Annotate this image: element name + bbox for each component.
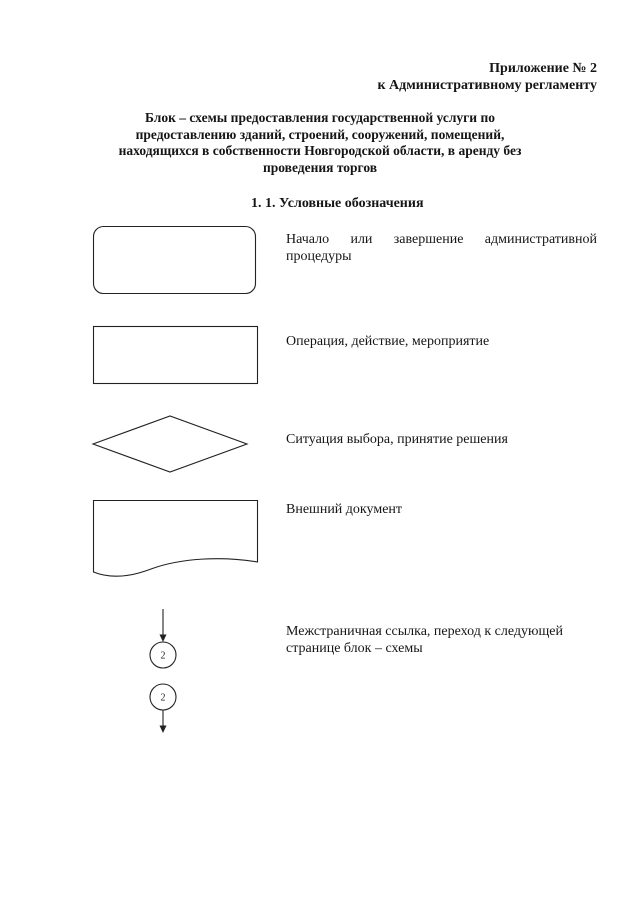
description-line: странице блок – схемы (286, 641, 423, 656)
appendix-number: Приложение № 2 (489, 61, 597, 76)
legend-description-start-end (286, 231, 597, 265)
document-title (0, 110, 640, 177)
legend-description-decision (286, 431, 597, 448)
description-line: процедуры (286, 249, 352, 264)
description-line: Начало или завершение административной (286, 232, 597, 247)
section-heading: 1. 1. Условные обозначения (251, 196, 424, 211)
description-line: Ситуация выбора, принятие решения (286, 432, 508, 447)
connector-label-out: 2 (160, 650, 166, 662)
title-line: Блок – схемы предоставления государственной услуги по (145, 110, 495, 125)
arrow-down-icon (160, 726, 167, 734)
start-end-symbol (94, 227, 256, 294)
connector-label-in: 2 (160, 692, 166, 704)
title-line: предоставлению зданий, строений, сооружений, помещений, (135, 126, 505, 142)
title-line: проведения торгов (262, 160, 378, 176)
description-line: Внешний документ (286, 502, 403, 517)
appendix-header (377, 60, 597, 94)
legend-description-connector (286, 623, 597, 657)
legend-description-document (286, 501, 597, 518)
title-line: находящихся в собственности Новгородской области, в аренду без (118, 143, 522, 159)
page-connector-out (150, 609, 176, 668)
document-symbol (94, 501, 258, 577)
appendix-reference: к Административному регламенту (377, 78, 597, 93)
legend-description-operation (286, 333, 597, 350)
page-connector-in (150, 684, 176, 733)
arrow-down-icon (160, 635, 167, 643)
decision-symbol (93, 416, 247, 472)
description-line: Межстраничная ссылка, переход к следующей (286, 624, 563, 639)
operation-symbol (94, 327, 258, 384)
description-line: Операция, действие, мероприятие (286, 334, 490, 349)
